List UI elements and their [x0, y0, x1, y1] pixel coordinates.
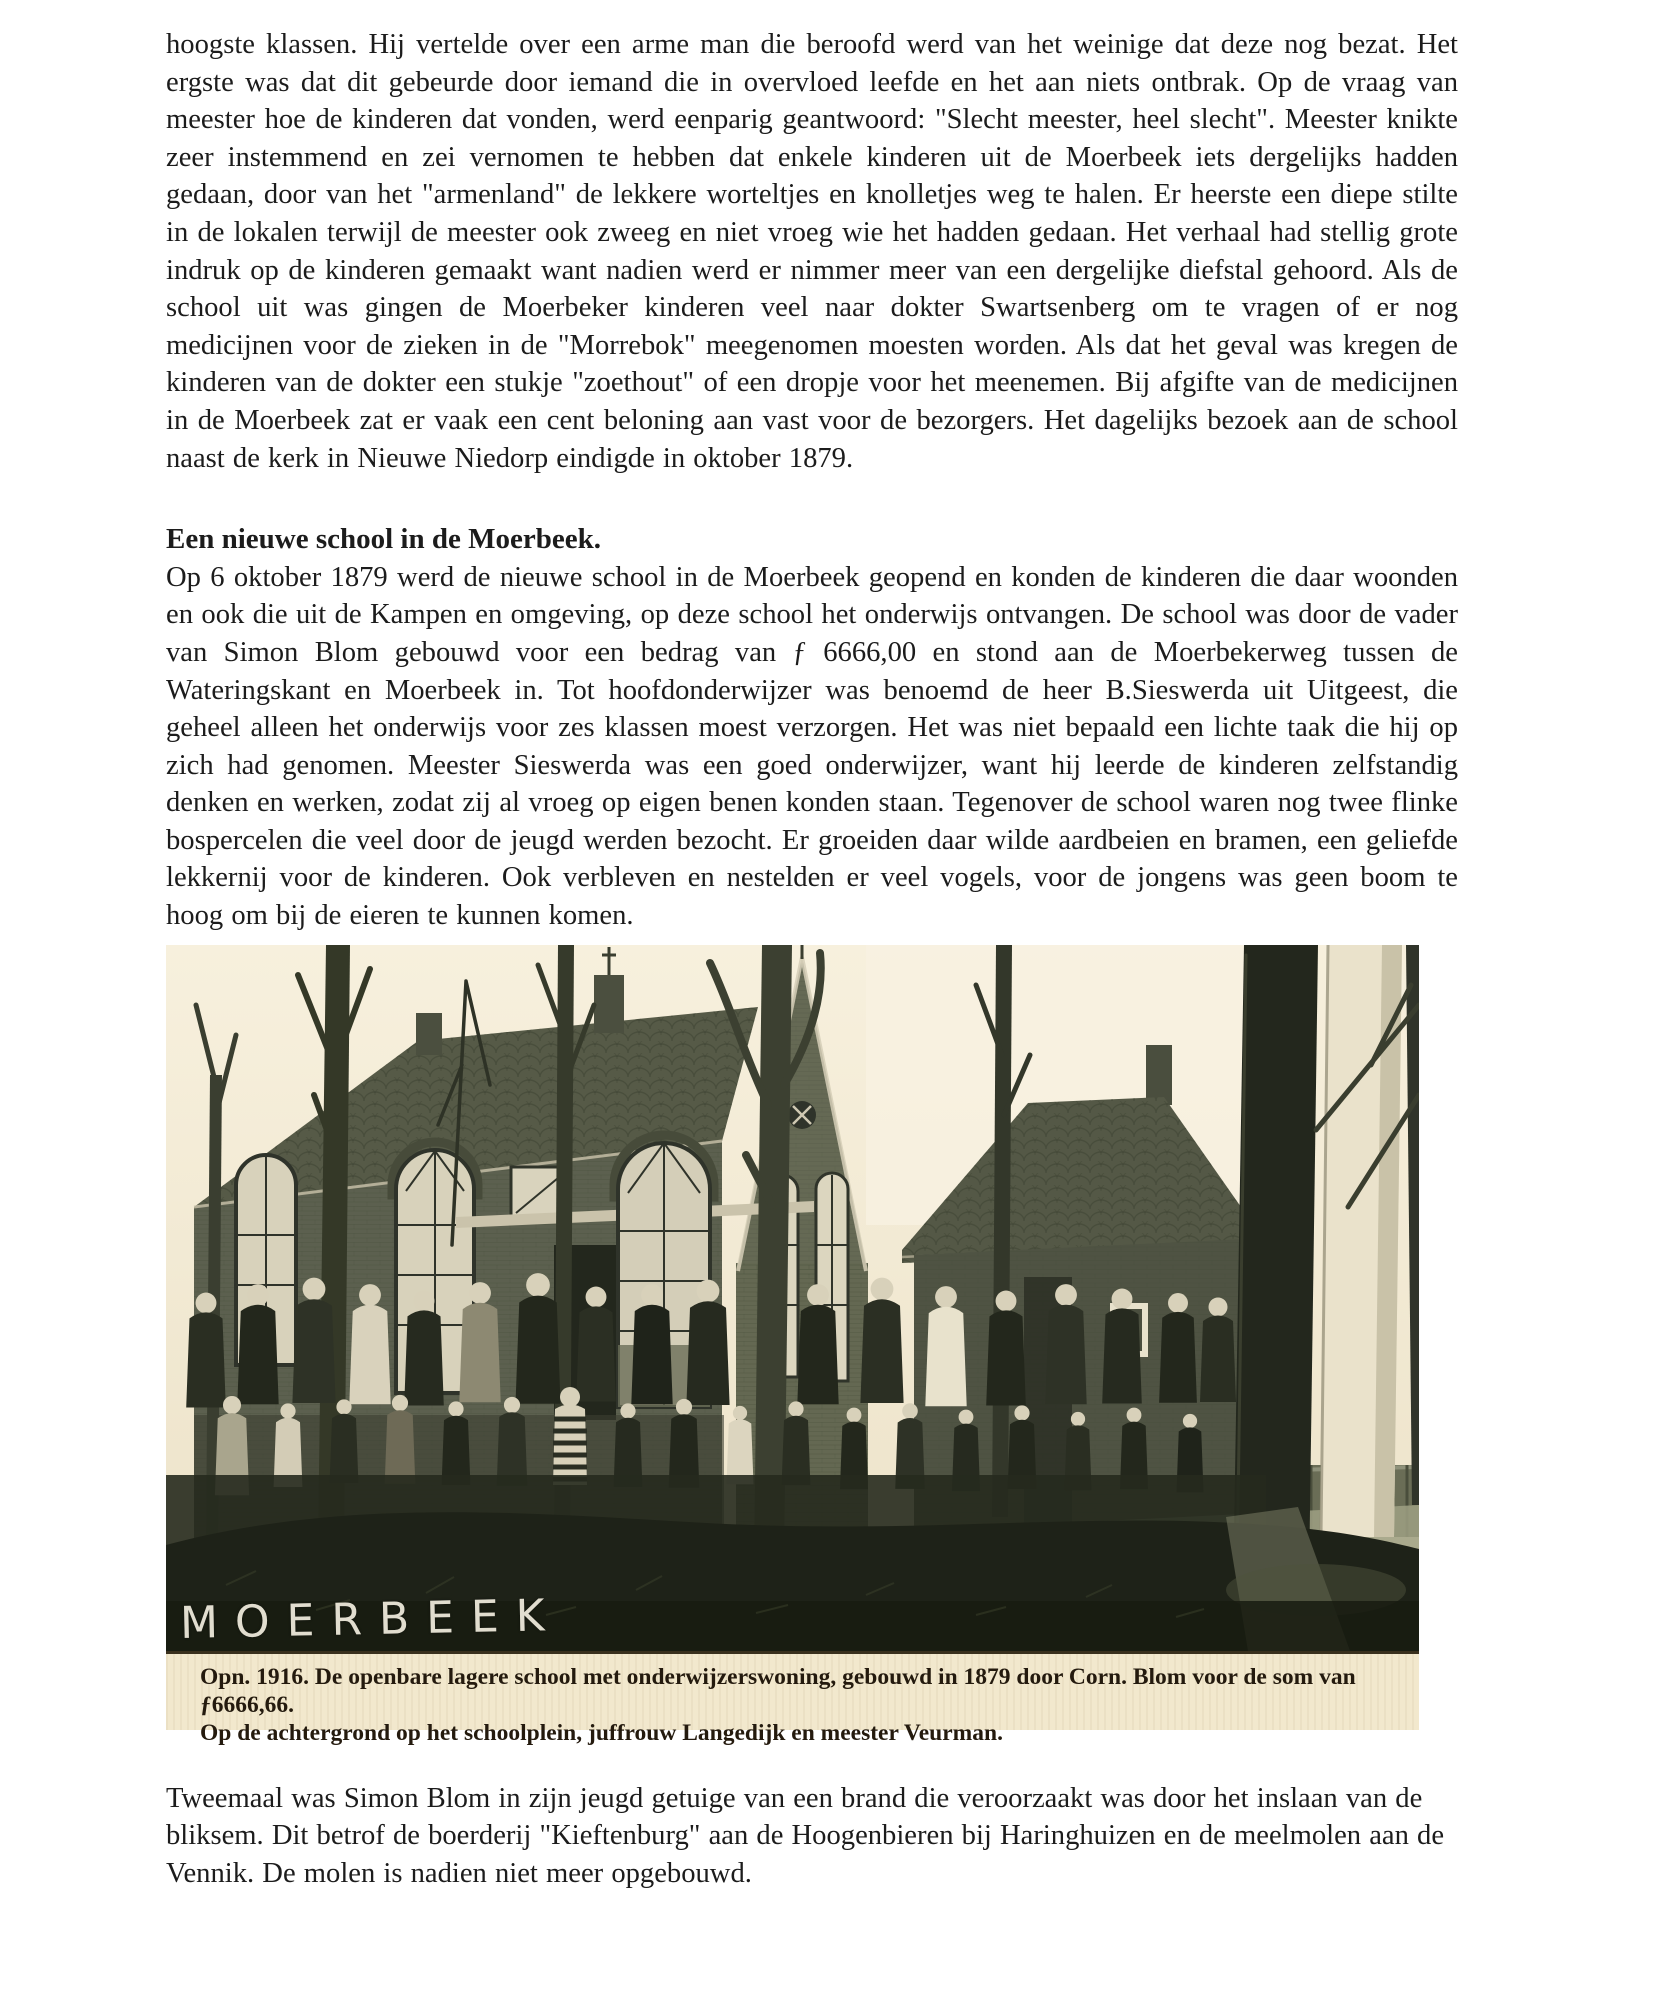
body-paragraph-3: Tweemaal was Simon Blom in zijn jeugd getuige van een brand die veroorzaakt was door het inslaan van de bliksem. Dit betrof de boerderij "Kieftenburg" aan de Hoogenbieren bij Haringhuizen en de meelmolen aan de Vennik. De molen is nadien niet meer opgebouwd.: [166, 1782, 1445, 1889]
moerbeek-overlay-label: MOERBEEK: [179, 1589, 563, 1649]
school-photo: [166, 945, 1419, 1651]
school-photo-figure: [166, 945, 1419, 1746]
photo-illustration: [166, 945, 1419, 1651]
section-heading: Een nieuwe school in de Moerbeek.: [166, 523, 601, 556]
photo-caption: [166, 1651, 1419, 1746]
body-paragraph-2: Op 6 oktober 1879 werd de nieuwe school in de Moerbeek geopend en konden de kinderen die daar woonden en ook die uit de Kampen en omgeving, op deze school het onderwijs ontvangen. De school was door de vader van Simon Blom gebouwd voor een bedrag van ƒ 6666,00 en stond aan de Moerbekerweg tussen de Wateringskant en Moerbeek in. Tot hoofdonderwijzer was benoemd de heer B.Sieswerda uit Uitgeest, die geheel alleen het onderwijs voor zes klassen moest verzorgen. Het was niet bepaald een lichte taak die hij op zich had genomen. Meester Sieswerda was een goed onderwijzer, want hij leerde de kinderen zelfstandig denken en werken, zodat zij al vroeg op eigen benen konden staan. Tegenover de school waren nog twee flinke bospercelen die veel door de jeugd werden bezocht. Er groeiden daar wilde aardbeien en bramen, een geliefde lekkernij voor de kinderen. Ook verbleven en nestelden er veel vogels, voor de jongens was geen boom te hoog om bij de eieren te kunnen komen.: [166, 561, 1458, 932]
caption-line-2: Op de achtergrond op het schoolplein, juffrouw Langedijk en meester Veurman.: [200, 1719, 1003, 1746]
body-paragraph-1: hoogste klassen. Hij vertelde over een arme man die beroofd werd van het weinige dat deze nog bezat. Het ergste was dat dit gebeurde door iemand die in overvloed leefde en het aan niets ontbrak. Op de vraag van meester hoe de kinderen dat vonden, werd eenparig geantwoord: "Slecht meester, heel slecht". Meester knikte zeer instemmend en zei vernomen te hebben dat enkele kinderen uit de Moerbeek iets dergelijks hadden gedaan, door van het "armenland" de lekkere worteltjes en knolletjes weg te halen. Er heerste een diepe stilte in de lokalen terwijl de meester ook zweeg en niet vroeg wie het hadden gedaan. Het verhaal had stellig grote indruk op de kinderen gemaakt want nadien werd er nimmer meer van een dergelijke diefstal gehoord. Als de school uit was gingen de Moerbeker kinderen veel naar dokter Swartsenberg om te vragen of er nog medicijnen voor de zieken in de "Morrebok" meegenomen moesten worden. Als dat het geval was kregen de kinderen van de dokter een stukje "zoethout" of een dropje voor het meenemen. Bij afgifte van de medicijnen in de Moerbeek zat er vaak een cent beloning aan vast voor de bezorgers. Het dagelijks bezoek aan de school naast de kerk in Nieuwe Niedorp eindigde in oktober 1879.: [166, 29, 1458, 474]
article-column: [166, 0, 1458, 1892]
caption-line-1: Opn. 1916. De openbare lagere school met onderwijzerswoning, gebouwd in 1879 door Corn. Blom voor de som van ƒ6666,66.: [200, 1663, 1356, 1718]
